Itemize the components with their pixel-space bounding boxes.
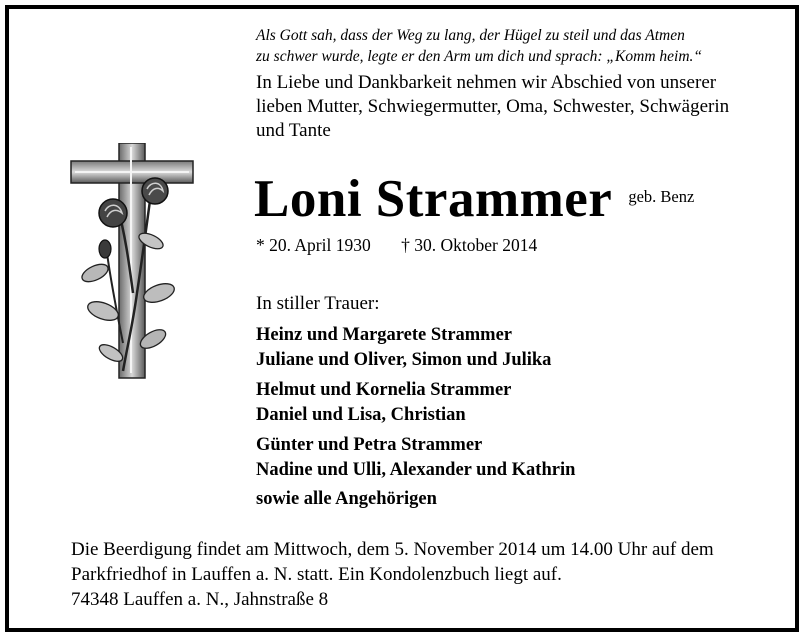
funeral-line: Parkfriedhof in Lauffen a. N. statt. Ein Kondolenzbuch liegt auf. [71, 564, 562, 585]
relatives-line: sowie alle Angehörigen [256, 489, 437, 509]
address: 74348 Lauffen a. N., Jahnstraße 8 [71, 589, 329, 610]
intro-line: In Liebe und Dankbarkeit nehmen wir Abschied von unserer [256, 72, 717, 93]
maiden-name: geb. Benz [628, 187, 695, 206]
death-date: † 30. Oktober 2014 [401, 235, 538, 255]
deceased-name: Loni Strammer [254, 170, 613, 228]
cross-with-roses-icon [67, 143, 199, 388]
family-line: Heinz und Margarete Strammer [256, 325, 513, 345]
life-dates [256, 235, 537, 256]
family-entry [256, 433, 575, 483]
funeral-info [71, 537, 786, 587]
family-entry [256, 323, 575, 373]
mourning-heading: In stiller Trauer: [256, 293, 380, 314]
quote-line: zu schwer wurde, legte er den Arm um dich und sprach: „Komm heim.“ [256, 48, 703, 65]
obituary-notice [5, 5, 799, 632]
intro-line: lieben Mutter, Schwiegermutter, Oma, Schwester, Schwägerin [256, 96, 730, 117]
family-line: Günter und Petra Strammer [256, 435, 483, 455]
family-line: Juliane und Oliver, Simon und Julika [256, 350, 552, 370]
quote [256, 25, 702, 67]
birth-date: * 20. April 1930 [256, 235, 371, 255]
family-line: Nadine und Ulli, Alexander und Kathrin [256, 460, 576, 480]
intro-line: und Tante [256, 120, 331, 141]
intro-text [256, 71, 729, 143]
funeral-line: Die Beerdigung findet am Mittwoch, dem 5. November 2014 um 14.00 Uhr auf dem [71, 539, 714, 560]
family-entry [256, 378, 575, 428]
quote-line: Als Gott sah, dass der Weg zu lang, der Hügel zu steil und das Atmen [256, 27, 685, 44]
family-line: Daniel und Lisa, Christian [256, 405, 466, 425]
family-line: Helmut und Kornelia Strammer [256, 380, 512, 400]
name-row [254, 169, 694, 229]
family-list [256, 323, 575, 488]
